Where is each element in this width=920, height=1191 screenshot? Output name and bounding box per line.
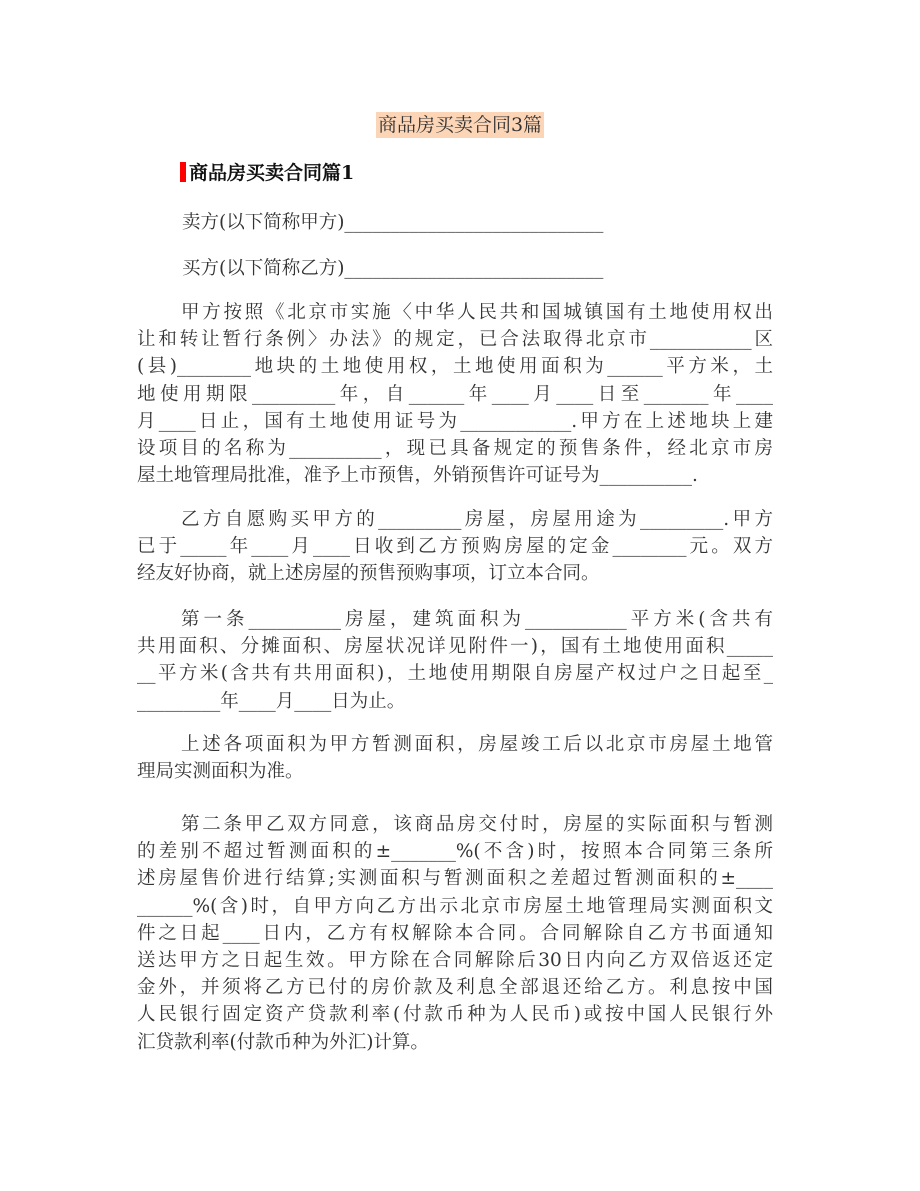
section-heading: 商品房买卖合同篇1 xyxy=(180,158,354,185)
seller-line: 卖方(以下简称甲方)____________________________ xyxy=(182,212,604,233)
text-line: 设项目的名称为__________，现已具备规定的预售条件，经北京市房 xyxy=(137,437,773,459)
text-line: 件之日起____日内，乙方有权解除本合同。合同解除自乙方书面通知 xyxy=(137,922,773,944)
text-line: 送达甲方之日起生效。甲方除在合同解除后30日内向乙方双倍返还定 xyxy=(137,949,773,971)
heading-marker-icon xyxy=(180,162,186,182)
paragraph-purchase xyxy=(137,506,773,588)
text-line: 第一条__________房屋，建筑面积为___________平方米(含共有 xyxy=(181,609,773,630)
paragraph-article-2 xyxy=(137,811,773,1056)
text-line: 屋土地管理局批准，准予上市预售，外销预售许可证号为__________. xyxy=(137,465,698,487)
text-line: 已于_____年____月____日收到乙方预购房屋的定金________元。双方 xyxy=(137,536,773,558)
text-line: 理局实测面积为准。 xyxy=(137,761,304,783)
text-line: 地使用期限_________年，自______年____月____日至_______年____ xyxy=(137,383,773,405)
text-line: __平方米(含共有共用面积)，土地使用期限自房屋产权过户之日起至_ xyxy=(137,663,773,685)
text-line: (县)________地块的土地使用权，土地使用面积为______平方米，土 xyxy=(137,356,773,378)
text-line: 述房屋售价进行结算;实测面积与暂测面积之差超过暂测面积的±____ xyxy=(137,868,773,890)
text-line: 人民银行固定资产贷款利率(付款币种为人民币)或按中国人民银行外 xyxy=(137,1004,773,1026)
text-line: 金外，并须将乙方已付的房价款及利息全部退还给乙方。利息按中国 xyxy=(137,977,773,999)
paragraph-article-1 xyxy=(137,606,773,715)
document-title: 商品房买卖合同3篇 xyxy=(377,114,543,136)
buyer-line: 买方(以下简称乙方)____________________________ xyxy=(182,258,604,279)
text-line: ______%(含)时，自甲方向乙方出示北京市房屋土地管理局实测面积文 xyxy=(137,895,773,917)
text-line: 让和转让暂行条例〉办法》的规定，已合法取得北京市___________区 xyxy=(137,329,773,351)
text-line: 第二条甲乙双方同意，该商品房交付时，房屋的实际面积与暂测 xyxy=(181,814,773,835)
paragraph-land-use xyxy=(137,299,773,489)
text-line: 月____日止，国有土地使用证号为____________.甲方在上述地块上建 xyxy=(137,410,773,432)
text-line: 经友好协商，就上述房屋的预售预购事项，订立本合同。 xyxy=(137,563,600,585)
paragraph-area-note xyxy=(137,731,773,785)
text-line: 汇贷款利率(付款币种为外汇)计算。 xyxy=(137,1031,429,1053)
text-line: 上述各项面积为甲方暂测面积，房屋竣工后以北京市房屋土地管 xyxy=(181,734,773,755)
text-line: _________年____月____日为止。 xyxy=(137,690,406,712)
text-line: 共用面积、分摊面积、房屋状况详见附件一)，国有土地使用面积_____ xyxy=(137,636,773,658)
text-line: 乙方自愿购买甲方的_________房屋，房屋用途为_________.甲方 xyxy=(181,509,773,530)
text-line: 甲方按照《北京市实施〈中华人民共和国城镇国有土地使用权出 xyxy=(181,302,773,323)
text-line: 的差别不超过暂测面积的±_______%(不含)时，按照本合同第三条所 xyxy=(137,841,773,863)
